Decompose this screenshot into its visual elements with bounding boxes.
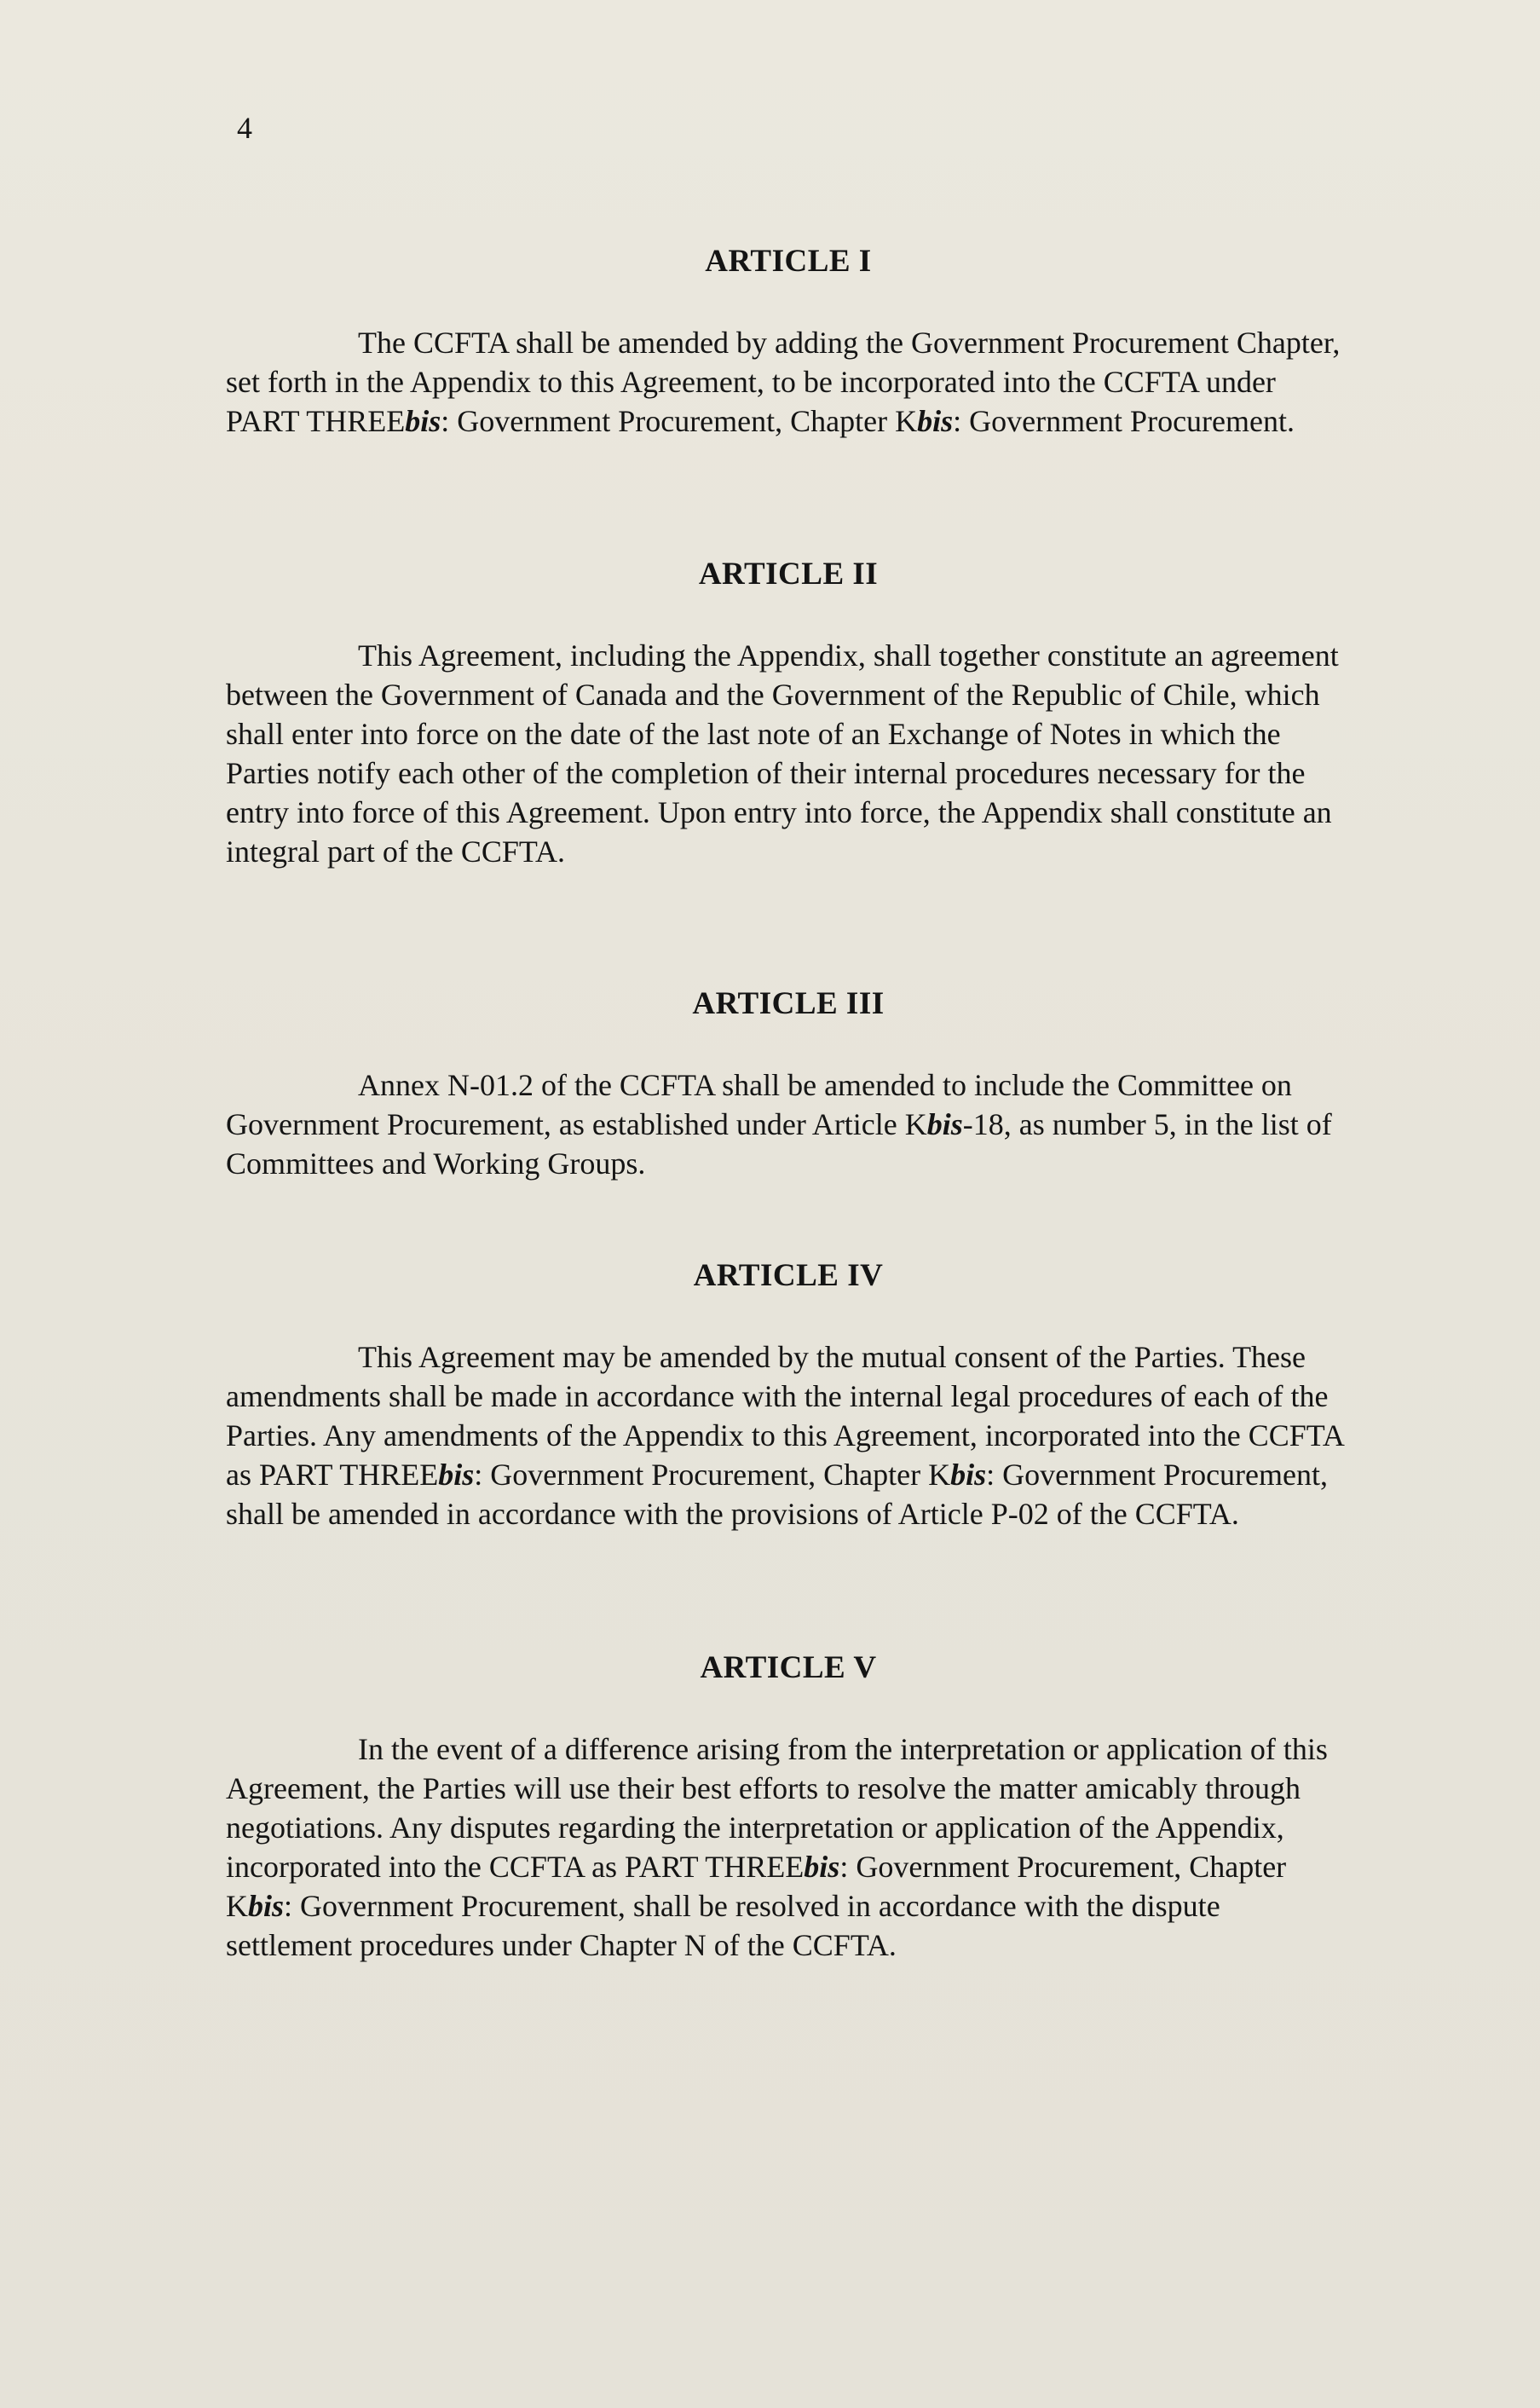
article-3 (226, 988, 1351, 1183)
article-body: Annex N-01.2 of the CCFTA shall be amended to include the Committee on Government Procurement, as established under Article Kbis-18, as number 5, in the list of Committees and Working Groups. (226, 1068, 1332, 1181)
article-body: This Agreement may be amended by the mutual consent of the Parties. These amendments shall be made in accordance with the internal legal procedures of each of the Parties. Any amendments of the Appendix to this Agreement, incorporated into the CCFTA as PART THREEbis: Government Procurement, Chapter Kbis: Government Procurement, shall be amended in accordance with the provisions of Article P-02 of the CCFTA. (226, 1340, 1343, 1531)
article-body: This Agreement, including the Appendix, shall together constitute an agreement between the Government of Canada and the Government of the Republic of Chile, which shall enter into force on the date of the last note of an Exchange of Notes in which the Parties notify each other of the completion of their internal procedures necessary for the entry into force of this Agreement. Upon entry into force, the Appendix shall constitute an integral part of the CCFTA. (226, 638, 1339, 869)
article-1 (226, 245, 1351, 441)
article-5 (226, 1652, 1351, 1965)
article-4 (226, 1260, 1351, 1533)
article-2 (226, 558, 1351, 871)
page-number: 4 (237, 111, 252, 145)
article-heading: ARTICLE V (700, 1650, 877, 1685)
article-heading: ARTICLE III (692, 986, 885, 1021)
article-heading: ARTICLE IV (693, 1258, 884, 1293)
article-heading: ARTICLE II (698, 557, 879, 592)
article-body: In the event of a difference arising from the interpretation or application of this Agreement, the Parties will use their best efforts to resolve the matter amicably through negotiations. Any disputes regarding the interpretation or application of the Appendix, incorporated into the CCFTA as PART THREEbis: Government Procurement, Chapter Kbis: Government Procurement, shall be resolved in accordance with the dispute settlement procedures under Chapter N of the CCFTA. (226, 1732, 1328, 1962)
article-body: The CCFTA shall be amended by adding the Government Procurement Chapter, set forth in the Appendix to this Agreement, to be incorporated into the CCFTA under PART THREEbis: Government Procurement, Chapter Kbis: Government Procurement. (226, 326, 1341, 438)
article-heading: ARTICLE I (705, 244, 872, 279)
